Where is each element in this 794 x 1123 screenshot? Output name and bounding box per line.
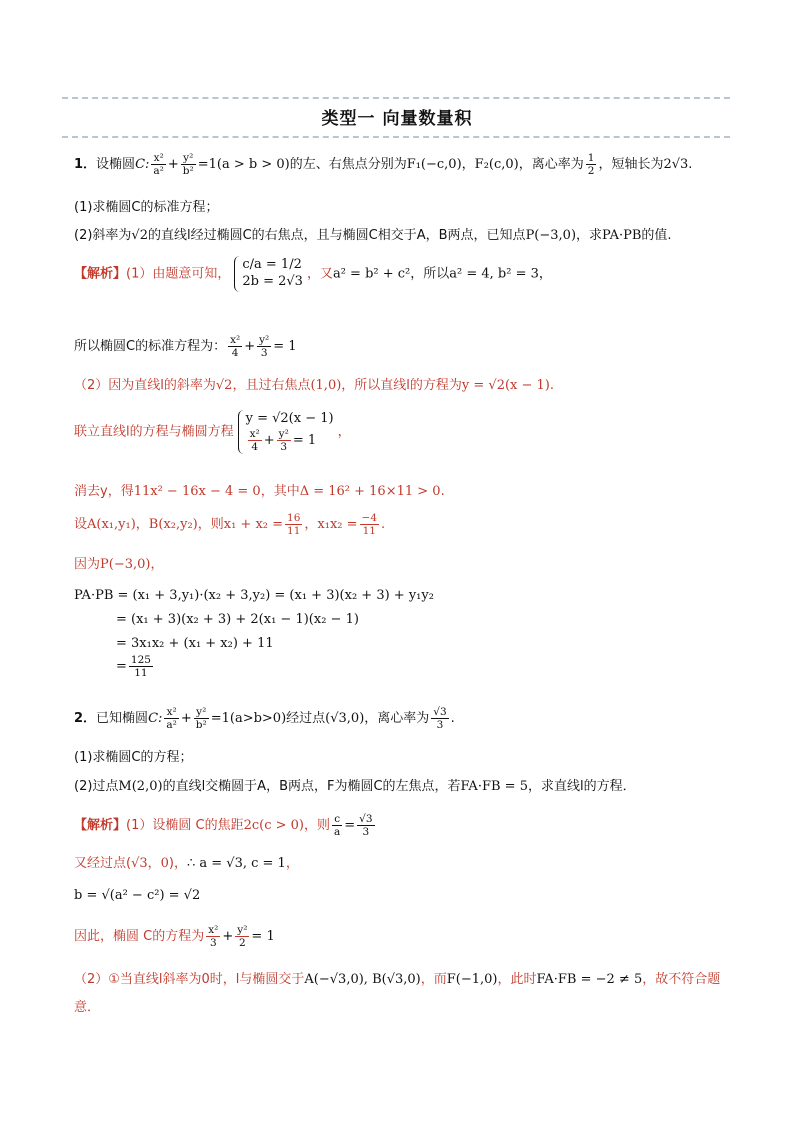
solution-2-line-5: （2）①当直线l斜率为0时，l与椭圆交于A(−√3,0), B(√3,0)，而F(−1,0)，此时FA·FB = −2 ≠ 5，故不符合题 — [74, 972, 721, 987]
question-1-1: (1)求椭圆C的标准方程； — [74, 200, 219, 215]
title-dashed-rule — [62, 136, 730, 138]
fraction: $\frac{\text{y²}}{2}$ — [237, 924, 248, 950]
fraction: $\frac{\text{x²}}{\text{a²}}$ — [153, 152, 164, 178]
problem-2-stem: 2．已知椭圆C: $\frac{\text{x²}}{\text{a²}}$ + $\frac{\text{y²}}{\text{b²}}$ =1(a>b>0)经过点(√3,0)，离心率为 $\frac{√3}{3}$ . — [74, 706, 455, 732]
fraction: $\frac{125}{11}$ — [130, 654, 151, 680]
calc-line-4: = $\frac{125}{11}$ — [116, 654, 151, 680]
solution-2-line-2: 又经过点(√3，0)，∴ a = √3, c = 1， — [74, 856, 299, 871]
calc-line-2: = (x₁ + 3)(x₂ + 3) + 2(x₁ − 1)(x₂ − 1) — [116, 612, 359, 627]
question-1-2: (2)斜率为√2的直线l经过椭圆C的右焦点，且与椭圆C相交于A，B两点，已知点P(−3,0)，求PA·PB的值. — [74, 228, 672, 243]
solution-1-line-5: 消去y，得11x² − 16x − 4 = 0，其中Δ = 16² + 16×11 > 0. — [74, 484, 445, 499]
equation-system: y = √2(x − 1) $\frac{\text{x²}}{4}$ + $\frac{\text{y²}}{3}$ = 1 — [238, 410, 334, 454]
calc-line-3: = 3x₁x₂ + (x₁ + x₂) + 11 — [116, 636, 274, 651]
fraction: $\frac{c}{a}$ — [334, 813, 341, 839]
fraction: $\frac{\text{y²}}{\text{b²}}$ — [182, 152, 194, 178]
fraction: $\frac{\text{y²}}{\text{b²}}$ — [195, 706, 207, 732]
fraction: $\frac{\text{y²}}{3}$ — [259, 334, 270, 360]
solution-1-line-7: 因为P(−3,0)， — [74, 557, 164, 572]
question-2-1: (1)求椭圆C的方程； — [74, 750, 193, 765]
solution-2-line-4: 因此，椭圆 C的方程为 $\frac{\text{x²}}{3}$ + $\frac{\text{y²}}{2}$ = 1 — [74, 924, 275, 950]
analysis-label: 【解析】 — [74, 266, 127, 282]
fraction: $\frac{\text{x²}}{\text{a²}}$ — [166, 706, 177, 732]
fraction: $\frac{1}{2}$ — [587, 152, 595, 178]
solution-1-line-1: 【解析】(1）由题意可知， c/a = 1/2 2b = 2√3 ，又a² = b² + c²，所以a² = 4, b² = 3， — [74, 256, 552, 292]
solution-1-line-3: （2）因为直线l的斜率为√2，且过右焦点(1,0)，所以直线l的方程为y = √2(x − 1). — [74, 378, 555, 393]
fraction: $\frac{\text{x²}}{4}$ — [230, 334, 241, 360]
fraction: $\frac{\text{x²}}{3}$ — [208, 924, 219, 950]
analysis-label: 【解析】 — [74, 818, 127, 834]
question-2-2: (2)过点M(2,0)的直线l交椭圆于A，B两点，F为椭圆C的左焦点，若FA·FB = 5，求直线l的方程． — [74, 779, 636, 794]
solution-1-line-6: 设A(x₁,y₁)，B(x₂,y₂)，则x₁ + x₂ = $\frac{16}{11}$ ，x₁x₂ = $\frac{-4}{11}$ . — [74, 512, 386, 538]
solution-2-line-1: 【解析】(1）设椭圆 C的焦距2c(c > 0)，则 $\frac{c}{a}$ = $\frac{√3}{3}$ — [74, 813, 373, 839]
solution-1-line-2: 所以椭圆C的标准方程为： $\frac{\text{x²}}{4}$ + $\frac{\text{y²}}{3}$ = 1 — [74, 334, 297, 360]
problem-number: 1． — [74, 157, 97, 173]
problem-1-stem: 1．设椭圆C: $\frac{\text{x²}}{\text{a²}}$ + $\frac{\text{y²}}{\text{b²}}$ =1(a > b > 0)的左、右焦点分别为F₁(−c,0)，F₂(c,0)，离心率为 $\frac{1}{2}$ ，短轴长为2√3. — [74, 152, 693, 178]
solution-2-line-6: 意． — [74, 1000, 101, 1015]
solution-2-line-3: b = √(a² − c²) = √2 — [74, 888, 201, 903]
fraction: $\frac{-4}{11}$ — [361, 512, 378, 538]
fraction: $\frac{√3}{3}$ — [359, 813, 373, 839]
equation-system: c/a = 1/2 2b = 2√3 — [234, 256, 303, 292]
calc-line-1: PA·PB = (x₁ + 3,y₁)·(x₂ + 3,y₂) = (x₁ + 3)(x₂ + 3) + y₁y₂ — [74, 588, 434, 603]
solution-1-line-4: 联立直线l的方程与椭圆方程 y = √2(x − 1) $\frac{\text{x²}}{4}$ + $\frac{\text{y²}}{3}$ = 1 ， — [74, 411, 351, 453]
problem-number: 2． — [74, 711, 97, 727]
fraction: $\frac{√3}{3}$ — [433, 706, 447, 732]
fraction: $\frac{16}{11}$ — [287, 512, 301, 538]
page-title: 类型一 向量数量积 — [321, 109, 473, 129]
top-dashed-rule — [62, 97, 730, 99]
